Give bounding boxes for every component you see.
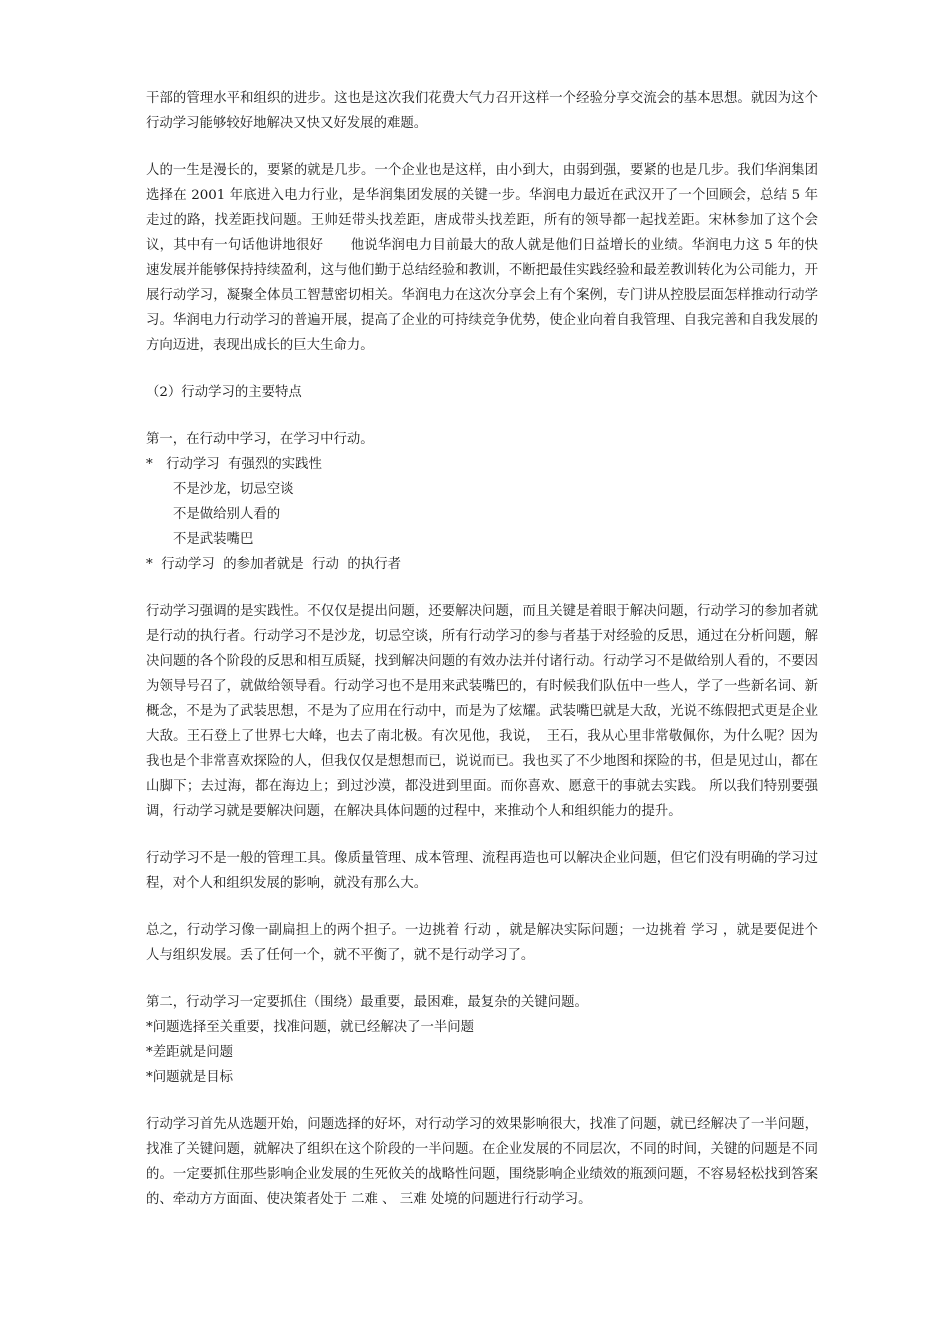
paragraph-intro: 干部的管理水平和组织的进步。这也是这次我们花费大气力召开这样一个经验分享交流会的基本思想。就因为这个行动学习能够较好地解决又快又好发展的难题。 [146, 91, 818, 131]
paragraph-cr-power: 人的一生是漫长的，要紧的就是几步。一个企业也是这样，由小到大，由弱到强，要紧的也是几步。我们华润集团选择在 2001 年底进入电力行业，是华润集团发展的关键一步。华润电力最近在武汉开了一个回顾会，总结 5 年走过的路，找差距找问题。王帅廷带头找差距，唐成带头找差距，所有的领导都一起找差距。宋林参加了这个会议，其中有一句话他讲地很好 他说华润电力目前最大的敌人就是他们日益增长的业绩。华润电力这 5 年的快速发展并能够保持持续盈利，这与他们勤于总结经验和教训，不断把最佳实践经验和最差教训转化为公司能力，开展行动学习，凝聚全体员工智慧密切相关。华润电力在这次分享会上有个案例，专门讲从控股层面怎样推动行动学习。华润电力行动学习的普遍开展，提高了企业的可持续竞争优势，使企业向着自我管理、自我完善和自我发展的方向迈进，表现出成长的巨大生命力。 [146, 163, 818, 353]
sub-item-show: 不是做给别人看的 [173, 507, 281, 522]
document-body [146, 86, 818, 1212]
sub-item-salon: 不是沙龙，切忌空谈 [173, 482, 294, 497]
paragraph-tools: 行动学习不是一般的管理工具。像质量管理、成本管理、流程再造也可以解决企业问题，但它们没有明确的学习过程，对个人和组织发展的影响，就没有那么大。 [146, 851, 818, 891]
bullet-participants: * 行动学习 的参加者就是 行动 的执行者 [146, 557, 401, 572]
bullet-practice: * 行动学习 有强烈的实践性 [146, 457, 322, 472]
paragraph-topic-selection: 行动学习首先从选题开始，问题选择的好坏，对行动学习的效果影响很大，找准了问题，就已经解决了一半问题，找准了关键问题，就解决了组织在这个阶段的一半问题。在企业发展的不同层次，不同的时间，关键的问题是不同的。一定要抓住那些影响企业发展的生死攸关的战略性问题，围绕影响企业绩效的瓶颈问题，不容易轻松找到答案的、牵动方方面面、使决策者处于 二难 、 三难 处境的问题进行行动学习。 [146, 1117, 818, 1207]
bullet-gap: *差距就是问题 [146, 1045, 234, 1060]
sub-item-mouth: 不是武装嘴巴 [173, 532, 254, 547]
first-point: 第一，在行动中学习，在学习中行动。 [146, 432, 374, 447]
second-point: 第二，行动学习一定要抓住（围绕）最重要，最困难，最复杂的关键问题。 [146, 995, 588, 1010]
section-heading: （2）行动学习的主要特点 [146, 385, 302, 400]
bullet-target: *问题就是目标 [146, 1070, 234, 1085]
paragraph-practice: 行动学习强调的是实践性。不仅仅是提出问题，还要解决问题，而且关键是着眼于解决问题，行动学习的参加者就是行动的执行者。行动学习不是沙龙，切忌空谈，所有行动学习的参与者基于对经验的反思，通过在分析问题，解决问题的各个阶段的反思和相互质疑，找到解决问题的有效办法并付诸行动。行动学习不是做给别人看的，不要因为领导号召了，就做给领导看。行动学习也不是用来武装嘴巴的，有时候我们队伍中一些人，学了一些新名词、新概念，不是为了武装思想，不是为了应用在行动中，而是为了炫耀。武装嘴巴就是大敌，光说不练假把式更是企业大敌。王石登上了世界七大峰，也去了南北极。有次见他，我说， 王石，我从心里非常敬佩你，为什么呢？因为我也是个非常喜欢探险的人，但我仅仅是想想而已，说说而已。我也买了不少地图和探险的书，但是见过山，都在山脚下；去过海，都在海边上；到过沙漠，都没进到里面。而你喜欢、愿意干的事就去实践。 所以我们特别要强调，行动学习就是要解决问题，在解决具体问题的过程中，来推动个人和组织能力的提升。 [146, 604, 818, 819]
paragraph-summary: 总之，行动学习像一副扁担上的两个担子。一边挑着 行动 ，就是解决实际问题；一边挑着 学习 ，就是要促进个人与组织发展。丢了任何一个，就不平衡了，就不是行动学习了。 [146, 923, 818, 963]
bullet-problem-selection: *问题选择至关重要，找准问题，就已经解决了一半问题 [146, 1020, 475, 1035]
